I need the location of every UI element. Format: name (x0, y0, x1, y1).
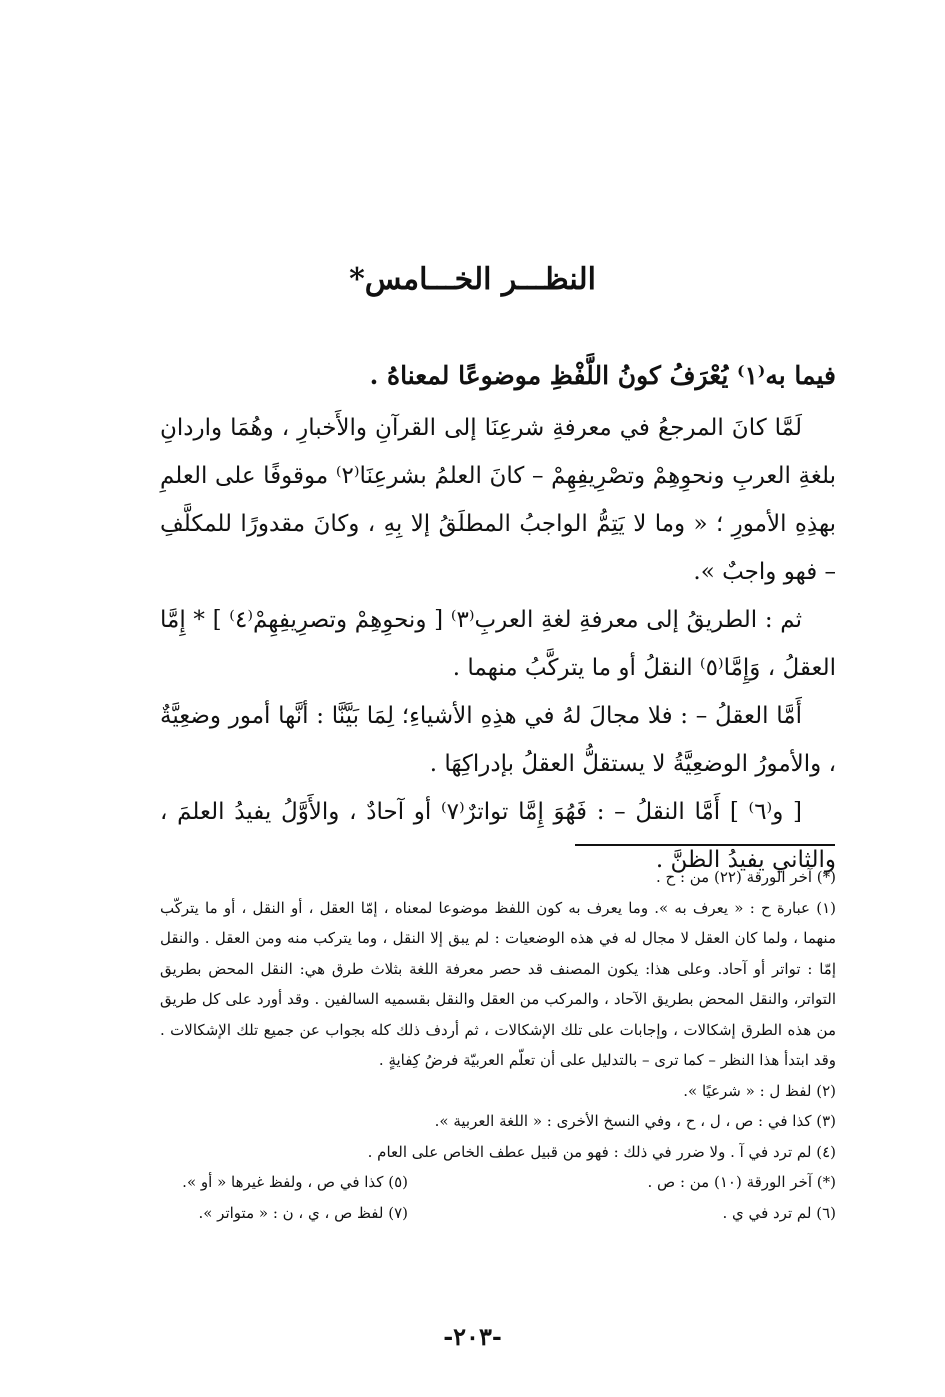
footnote-row (160, 1167, 836, 1198)
footnote-separator (575, 844, 835, 846)
section-subtitle: فيما به⁽١⁾ يُعْرَفُ كونُ اللَّفْظِ موضوعًا لمعناهُ . (369, 361, 836, 390)
main-text (160, 352, 836, 884)
footnote-star-2: (*) آخر الورقة (١٠) من : ص . (647, 1173, 836, 1191)
page-number: -٢٠٣- (443, 1322, 502, 1351)
paragraph-2: ثم : الطريقُ إلى معرفةِ لغةِ العربِ⁽٣⁾ [ ونحوِهِمْ وتصرِيفِهِمْ⁽٤⁾ ] * إِمَّا العقلُ ، وَإِمَّا⁽٥⁾ النقلُ أو ما يتركَّبُ منهما . (160, 607, 836, 681)
paragraph-1: لَمَّا كانَ المرجعُ في معرفةِ شرعِنَا إلى القرآنِ والأَخبارِ ، وهُمَا واردانِ بلغةِ العربِ ونحوِهِمْ وتصْرِيفِهِمْ – كانَ العلمُ بشرعِنَا⁽٢⁾ موقوفًا على العلمِ بهذِهِ الأمورِ ؛ « وما لا يَتِمُّ الواجبُ المطلَقُ إلا بِهِ ، وكانَ مقدورًا للمكلَّفِ – فهو واجبٌ ». (160, 415, 836, 585)
footnote-row (160, 1198, 836, 1229)
paragraph-4: [ و⁽٦⁾ ] أَمَّا النقلُ – : فَهُوَ إِمَّا تواترٌ⁽٧⁾ أو آحادٌ ، والأَوَّلُ يفيدُ العلمَ ، والثاني يفيدُ الظنَّ . (160, 799, 836, 873)
paragraph-3: أَمَّا العقلُ – : فلا مجالَ لهُ في هذِهِ الأشياءِ؛ لِمَا بَيَّنَّا : أنَّها أمور وضعِيَّةٌ ، والأمورُ الوضعِيَّةُ لا يستقلُّ العقلُ بإدراكِهَا . (160, 703, 836, 777)
footnotes (160, 862, 836, 1228)
footnote-2: (٢) لفظ ل : « شرعيًا ». (683, 1081, 836, 1100)
footnote-7: (٧) لفظ ص ، ي ، ن : « متواتر ». (198, 1203, 408, 1222)
footnote-5: (٥) كذا في ص ، ولفظ غيرها « أو ». (182, 1173, 408, 1191)
footnote-1: (١) عبارة ح : « يعرف به ». وما يعرف به كون اللفظ موضوعا لمعناه ، إمّا العقل ، أو النقل ، أو ما يتركّب منهما ، ولما كان العقل لا مجال له في هذه الوضعيات : لم يبق إلا النقل ، وما يتركب منه ومن العقل . والنقل إمّا : تواتر أو آحاد. وعلى هذا: يكون المصنف قد حصر معرفة اللغة بثلاث طرق هي: النقل المحض بطريق التواتر، والنقل المحض بطريق الآحاد ، والمركب من العقل والنقل بقسميه السالفين . وقد أورد على كل طريق من هذه الطرق إشكالات ، وإجابات على تلك الإشكالات ، ثم أردف ذلك كله بجواب عن جميع تلك الإشكالات . وقد ابتدأ هذا النظر – كما ترى – بالتدليل على أن تعلّم العربيّة فرضُ كِفايةٍ . (160, 898, 836, 1069)
chapter-title: النظـــر الخـــامس* (349, 262, 596, 297)
footnote-6: (٦) لم ترد في ي . (722, 1203, 836, 1222)
footnote-4: (٤) لم ترد في آ . ولا ضرر في ذلك : فهو من قبيل عطف الخاص على العام . (367, 1142, 836, 1161)
footnote-3: (٣) كذا في : ص ، ل ، ح ، وفي النسخ الأخرى : « اللغة العربية ». (434, 1112, 836, 1130)
footnote-star-1: (*) آخر الورقة (٢٢) من : ح . (655, 868, 836, 886)
